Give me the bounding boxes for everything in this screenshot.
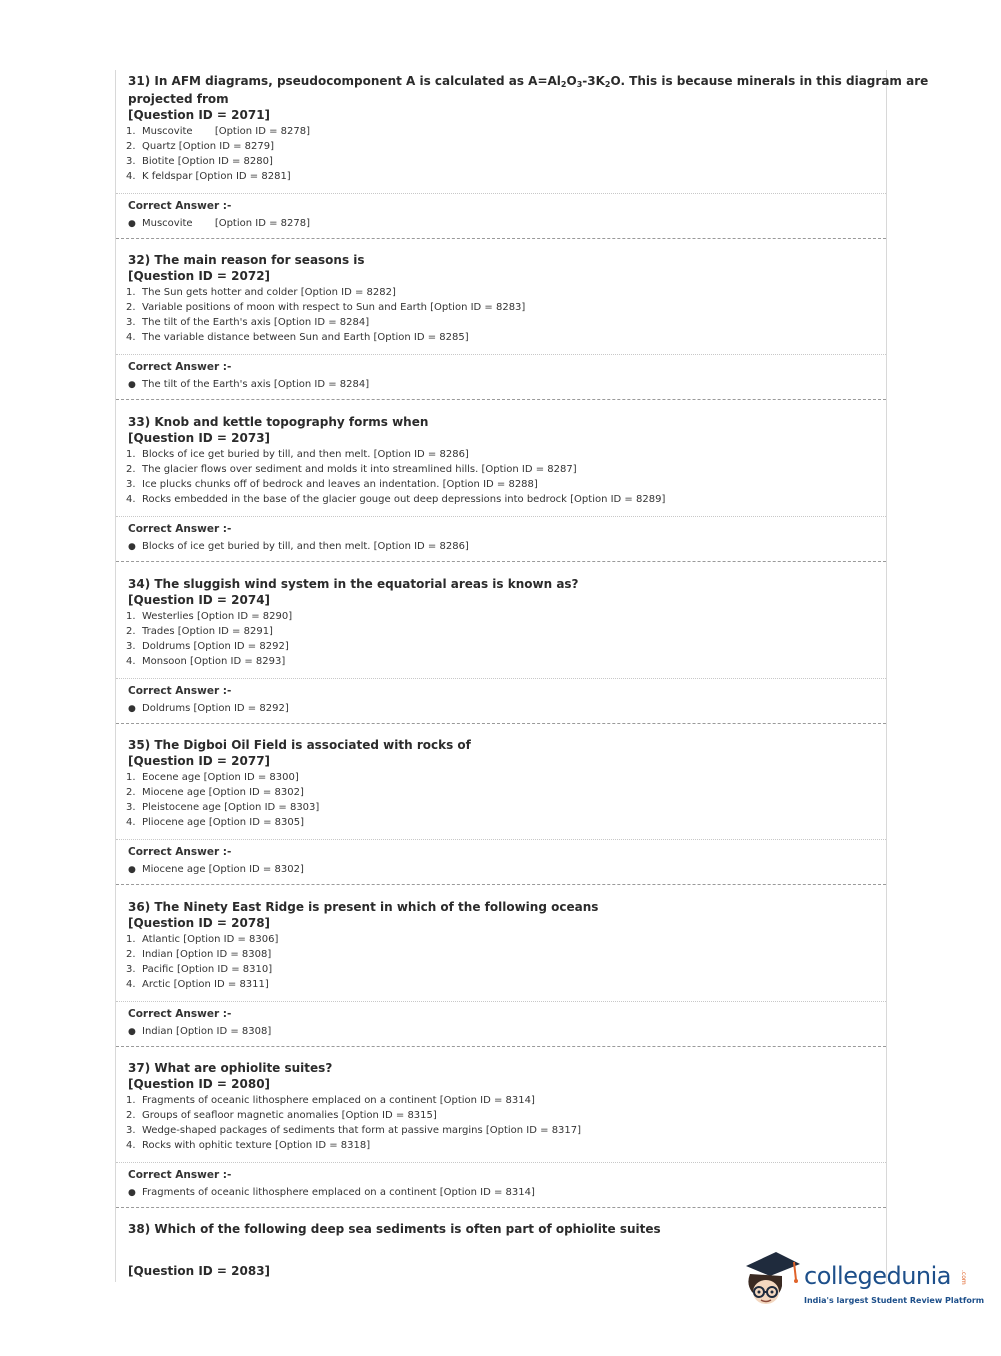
option-number: 2. <box>126 626 136 637</box>
divider <box>116 1162 886 1163</box>
option-text: Westerlies [Option ID = 8290] <box>142 611 293 622</box>
option-number: 2. <box>126 787 136 798</box>
answer-text: Doldrums [Option ID = 8292] <box>142 703 289 714</box>
option-text: Eocene age [Option ID = 8300] <box>142 772 299 783</box>
option-number: 3. <box>126 641 136 652</box>
question-title-line2: projected from <box>128 92 229 106</box>
option-number: 1. <box>126 1095 136 1106</box>
option-item <box>126 656 285 667</box>
option-text: Pleistocene age [Option ID = 8303] <box>142 802 320 813</box>
divider <box>116 516 886 517</box>
option-number: 1. <box>126 772 136 783</box>
option-number: 3. <box>126 1125 136 1136</box>
option-item <box>126 302 525 313</box>
divider <box>116 678 886 679</box>
question-title-part: -3K <box>582 74 605 88</box>
answer-text: The tilt of the Earth's axis [Option ID = 8284] <box>142 379 370 390</box>
question-id: [Question ID = 2078] <box>128 916 271 930</box>
option-number: 1. <box>126 449 136 460</box>
option-number: 4. <box>126 332 136 343</box>
option-number: 4. <box>126 979 136 990</box>
question-divider <box>116 1046 886 1047</box>
option-number: 3. <box>126 964 136 975</box>
option-item <box>126 1125 581 1136</box>
question-divider <box>116 238 886 239</box>
answer-text: Blocks of ice get buried by till, and then melt. [Option ID = 8286] <box>142 541 469 552</box>
question-title <box>128 72 928 94</box>
option-item <box>126 332 469 343</box>
bullet-icon: ● <box>128 704 136 714</box>
bullet-icon: ● <box>128 1188 136 1198</box>
answer-text: Fragments of oceanic lithosphere emplaced on a continent [Option ID = 8314] <box>142 1187 535 1198</box>
option-text: Fragments of oceanic lithosphere emplaced on a continent [Option ID = 8314] <box>142 1095 535 1106</box>
option-text: Muscovite [Option ID = 8278] <box>142 126 311 137</box>
question-divider <box>116 561 886 562</box>
option-text: The variable distance between Sun and Earth [Option ID = 8285] <box>142 332 469 343</box>
bullet-icon: ● <box>128 542 136 552</box>
option-number: 1. <box>126 126 136 137</box>
correct-answer-label: Correct Answer :- <box>128 846 232 858</box>
mascot-icon <box>742 1248 804 1318</box>
option-item <box>126 772 299 783</box>
option-item <box>126 449 469 460</box>
question-title: 35) The Digboi Oil Field is associated with rocks of <box>128 738 471 752</box>
option-number: 2. <box>126 464 136 475</box>
option-number: 2. <box>126 302 136 313</box>
option-number: 3. <box>126 802 136 813</box>
option-item <box>126 141 274 152</box>
question-divider <box>116 399 886 400</box>
divider <box>116 193 886 194</box>
option-item <box>126 949 271 960</box>
option-text: The Sun gets hotter and colder [Option ID = 8282] <box>142 287 396 298</box>
logo-wordmark: collegedunia <box>804 1262 952 1290</box>
divider <box>116 354 886 355</box>
question-title: 34) The sluggish wind system in the equatorial areas is known as? <box>128 577 579 591</box>
option-item <box>126 317 369 328</box>
question-title: 36) The Ninety East Ridge is present in which of the following oceans <box>128 900 599 914</box>
subscript: 2 <box>560 80 567 89</box>
option-item <box>126 1110 437 1121</box>
option-item <box>126 626 273 637</box>
option-text: Ice plucks chunks off of bedrock and leaves an indentation. [Option ID = 8288] <box>142 479 538 490</box>
logo-domain: .com <box>960 1270 967 1285</box>
option-text: Pliocene age [Option ID = 8305] <box>142 817 305 828</box>
option-number: 4. <box>126 494 136 505</box>
option-text: Indian [Option ID = 8308] <box>142 949 272 960</box>
option-item <box>126 934 278 945</box>
option-text: The tilt of the Earth's axis [Option ID = 8284] <box>142 317 370 328</box>
correct-answer <box>128 541 469 552</box>
option-number: 2. <box>126 141 136 152</box>
bullet-icon: ● <box>128 380 136 390</box>
question-divider <box>116 723 886 724</box>
option-text: Pacific [Option ID = 8310] <box>142 964 273 975</box>
option-number: 1. <box>126 934 136 945</box>
correct-answer-label: Correct Answer :- <box>128 1008 232 1020</box>
option-text: Doldrums [Option ID = 8292] <box>142 641 289 652</box>
option-text: Variable positions of moon with respect to Sun and Earth [Option ID = 8283] <box>142 302 526 313</box>
correct-answer-label: Correct Answer :- <box>128 1169 232 1181</box>
option-item <box>126 1095 535 1106</box>
bullet-icon: ● <box>128 1027 136 1037</box>
option-number: 4. <box>126 1140 136 1151</box>
option-text: Blocks of ice get buried by till, and then melt. [Option ID = 8286] <box>142 449 469 460</box>
question-divider <box>116 1207 886 1208</box>
option-item <box>126 156 273 167</box>
option-number: 1. <box>126 287 136 298</box>
option-item <box>126 611 292 622</box>
option-item <box>126 287 396 298</box>
option-item <box>126 641 289 652</box>
question-title: 32) The main reason for seasons is <box>128 253 365 267</box>
question-id: [Question ID = 2073] <box>128 431 271 445</box>
option-item <box>126 479 538 490</box>
subscript: 3 <box>576 80 583 89</box>
correct-answer <box>128 703 289 714</box>
option-text: Atlantic [Option ID = 8306] <box>142 934 279 945</box>
option-item <box>126 979 269 990</box>
correct-answer <box>128 1187 535 1198</box>
option-item <box>126 802 319 813</box>
logo-tagline: India's largest Student Review Platform <box>804 1296 985 1305</box>
question-title-part: 31) In AFM diagrams, pseudocomponent A is calculated as A=Al <box>128 74 561 88</box>
question-divider <box>116 884 886 885</box>
option-number: 1. <box>126 611 136 622</box>
question-title: 37) What are ophiolite suites? <box>128 1061 333 1075</box>
question-id: [Question ID = 2071] <box>128 108 271 122</box>
answer-text: Indian [Option ID = 8308] <box>142 1026 272 1037</box>
correct-answer <box>128 218 310 229</box>
option-text: Rocks with ophitic texture [Option ID = 8318] <box>142 1140 371 1151</box>
question-title: 33) Knob and kettle topography forms when <box>128 415 429 429</box>
answer-text: Muscovite [Option ID = 8278] <box>142 218 311 229</box>
option-number: 4. <box>126 171 136 182</box>
option-item <box>126 464 577 475</box>
option-item <box>126 964 272 975</box>
option-text: Biotite [Option ID = 8280] <box>142 156 273 167</box>
question-id: [Question ID = 2072] <box>128 269 271 283</box>
bullet-icon: ● <box>128 219 136 229</box>
option-number: 2. <box>126 1110 136 1121</box>
option-text: Trades [Option ID = 8291] <box>142 626 273 637</box>
option-item <box>126 787 304 798</box>
divider <box>116 839 886 840</box>
answer-text: Miocene age [Option ID = 8302] <box>142 864 304 875</box>
option-text: Quartz [Option ID = 8279] <box>142 141 274 152</box>
correct-answer <box>128 379 369 390</box>
option-item <box>126 171 291 182</box>
collegedunia-logo <box>742 1248 985 1318</box>
correct-answer-label: Correct Answer :- <box>128 361 232 373</box>
question-id: [Question ID = 2077] <box>128 754 271 768</box>
option-number: 3. <box>126 317 136 328</box>
option-text: Rocks embedded in the base of the glacier gouge out deep depressions into bedrock [Option ID = 8289] <box>142 494 666 505</box>
option-item <box>126 494 665 505</box>
option-text: The glacier flows over sediment and molds it into streamlined hills. [Option ID = 8287] <box>142 464 577 475</box>
question-title-part: O <box>566 74 577 88</box>
option-text: Wedge-shaped packages of sediments that form at passive margins [Option ID = 8317] <box>142 1125 582 1136</box>
option-item <box>126 126 310 137</box>
option-number: 3. <box>126 156 136 167</box>
question-title-part: O. This is because minerals in this diagram are <box>610 74 929 88</box>
option-text: Miocene age [Option ID = 8302] <box>142 787 304 798</box>
option-item <box>126 1140 370 1151</box>
option-text: Groups of seafloor magnetic anomalies [Option ID = 8315] <box>142 1110 437 1121</box>
option-number: 4. <box>126 656 136 667</box>
question-id: [Question ID = 2083] <box>128 1264 271 1278</box>
option-number: 4. <box>126 817 136 828</box>
option-text: K feldspar [Option ID = 8281] <box>142 171 291 182</box>
correct-answer-label: Correct Answer :- <box>128 200 232 212</box>
subscript: 2 <box>604 80 611 89</box>
option-text: Arctic [Option ID = 8311] <box>142 979 269 990</box>
option-item <box>126 817 304 828</box>
option-number: 2. <box>126 949 136 960</box>
question-id: [Question ID = 2074] <box>128 593 271 607</box>
correct-answer <box>128 1026 271 1037</box>
option-text: Monsoon [Option ID = 8293] <box>142 656 286 667</box>
divider <box>116 1001 886 1002</box>
question-title: 38) Which of the following deep sea sediments is often part of ophiolite suites <box>128 1222 661 1236</box>
bullet-icon: ● <box>128 865 136 875</box>
question-id: [Question ID = 2080] <box>128 1077 271 1091</box>
correct-answer-label: Correct Answer :- <box>128 523 232 535</box>
option-number: 3. <box>126 479 136 490</box>
correct-answer-label: Correct Answer :- <box>128 685 232 697</box>
correct-answer <box>128 864 304 875</box>
